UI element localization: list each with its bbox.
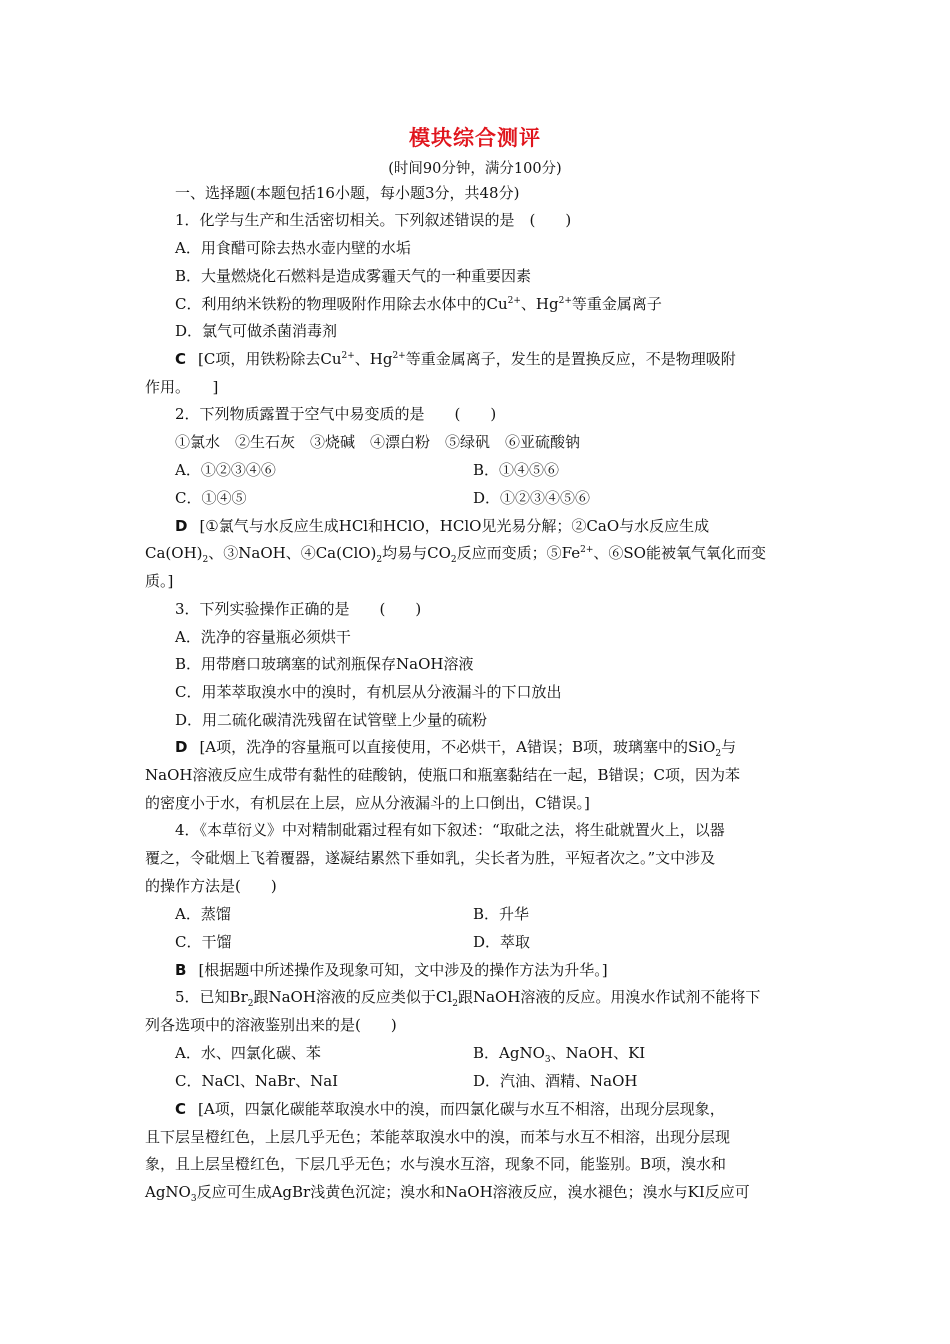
q5-explanation-line3: 象，且上层呈橙红色，下层几乎无色；水与溴水互溶，现象不同，能鉴别。B项，溴水和: [145, 1155, 727, 1173]
q3-explanation-cont: NaOH溶液反应生成带有黏性的硅酸钠，使瓶口和瓶塞黏结在一起，B错误；C项，因为苯: [145, 766, 740, 784]
q5-option-d: D．汽油、酒精、NaOH: [473, 1072, 638, 1090]
q3-option-b: B．用带磨口玻璃塞的试剂瓶保存NaOH溶液: [175, 655, 474, 673]
q5-option-c: C．NaCl、NaBr、NaI: [175, 1072, 339, 1090]
q1-option-c: C．利用纳米铁粉的物理吸附作用除去水体中的$Cu^{2+}$、$Hg^{2+}$等重金属离子: [175, 295, 662, 313]
q5-explanation-line4: AgNO$_3$反应可生成AgBr浅黄色沉淀；溴水和NaOH溶液反应，溴水褪色；溴水与KI反应可: [145, 1183, 750, 1204]
q3-answer: D: [175, 738, 188, 756]
q4-option-a: A．蒸馏: [175, 905, 231, 923]
page-subtitle: (时间90分钟，满分100分): [388, 161, 562, 177]
q2-explanation: D [①氯气与水反应生成HCl和HClO，HClO见光易分解；②CaO与水反应生成: [175, 517, 710, 535]
q4-explanation: B [根据题中所述操作及现象可知，文中涉及的操作方法为升华。]: [175, 961, 608, 979]
q2-items: ①氯水 ②生石灰 ③烧碱 ④漂白粉 ⑤绿矾 ⑥亚硫酸钠: [175, 433, 581, 451]
q5-answer: C: [175, 1100, 187, 1118]
q3-option-d: D．用二硫化碳清洗残留在试管壁上少量的硫粉: [175, 711, 488, 729]
q2-explanation-cont: $Ca(OH)_2$、③NaOH、$④Ca(ClO)_2$均易与$CO_2$反应而变质；$⑤Fe^{2+}$、⑥SO能被氧气氧化而变: [145, 544, 766, 565]
q2-answer: D: [175, 517, 188, 535]
q5-option-b: B．AgNO$_3$、NaOH、KI: [473, 1044, 646, 1065]
page-title: 模块综合测评: [409, 126, 541, 150]
q2-explanation-end: 质。]: [145, 572, 174, 590]
q5-stem-cont: 列各选项中的溶液鉴别出来的是( ): [145, 1016, 397, 1034]
q3-option-a: A．洗净的容量瓶必须烘干: [175, 628, 351, 646]
q3-stem: 3．下列实验操作正确的是 ( ): [175, 600, 422, 618]
q2-option-c: C．①④⑤: [175, 489, 247, 507]
q5-option-a: A．水、四氯化碳、苯: [175, 1044, 321, 1062]
q1-explanation: C [C项，用铁粉除去$Cu^{2+}$、$Hg^{2+}$等重金属离子，发生的是置换反应，不是物理吸附: [175, 350, 736, 368]
q1-option-b: B．大量燃烧化石燃料是造成雾霾天气的一种重要因素: [175, 267, 532, 285]
q3-option-c: C．用苯萃取溴水中的溴时，有机层从分液漏斗的下口放出: [175, 683, 562, 701]
q1-stem: 1．化学与生产和生活密切相关。下列叙述错误的是 ( ): [175, 211, 572, 229]
q4-option-d: D．萃取: [473, 933, 531, 951]
q4-option-c: C．干馏: [175, 933, 232, 951]
q4-stem-end: 的操作方法是( ): [145, 877, 277, 895]
q2-option-b: B．①④⑤⑥: [473, 461, 560, 479]
q1-explanation-cont: 作用。 ]: [145, 378, 219, 396]
q2-option-a: A．①②③④⑥: [175, 461, 276, 479]
q4-stem-cont: 覆之，令砒烟上飞着覆器，遂凝结累然下垂如乳，尖长者为胜，平短者次之。”文中涉及: [145, 849, 716, 867]
q4-stem: 4．《本草衍义》中对精制砒霜过程有如下叙述：“取砒之法，将生砒就置火上，以器: [175, 821, 725, 839]
q4-answer: B: [175, 961, 187, 979]
q1-answer: C: [175, 350, 187, 368]
q5-explanation-line2: 且下层呈橙红色，上层几乎无色；苯能萃取溴水中的溴，而苯与水互不相溶，出现分层现: [145, 1128, 731, 1146]
q3-explanation: D [A项，洗净的容量瓶可以直接使用，不必烘干，A错误；B项，玻璃塞中的SiO$_2$与: [175, 738, 737, 759]
q4-option-b: B．升华: [473, 905, 530, 923]
q1-option-d: D．氯气可做杀菌消毒剂: [175, 322, 338, 340]
q5-explanation: C [A项，四氯化碳能萃取溴水中的溴，而四氯化碳与水互不相溶，出现分层现象，: [175, 1100, 725, 1118]
q2-option-d: D．①②③④⑤⑥: [473, 489, 591, 507]
section-heading: 一、选择题(本题包括16小题，每小题3分，共48分): [175, 184, 520, 202]
q2-stem: 2．下列物质露置于空气中易变质的是 ( ): [175, 405, 497, 423]
q5-stem: 5．已知$Br_2$跟NaOH溶液的反应类似于$Cl_2$跟NaOH溶液的反应。用溴水作试剂不能将下: [175, 988, 761, 1009]
q3-explanation-end: 的密度小于水，有机层在上层，应从分液漏斗的上口倒出，C错误。]: [145, 794, 590, 812]
q1-option-a: A．用食醋可除去热水壶内壁的水垢: [175, 239, 411, 257]
